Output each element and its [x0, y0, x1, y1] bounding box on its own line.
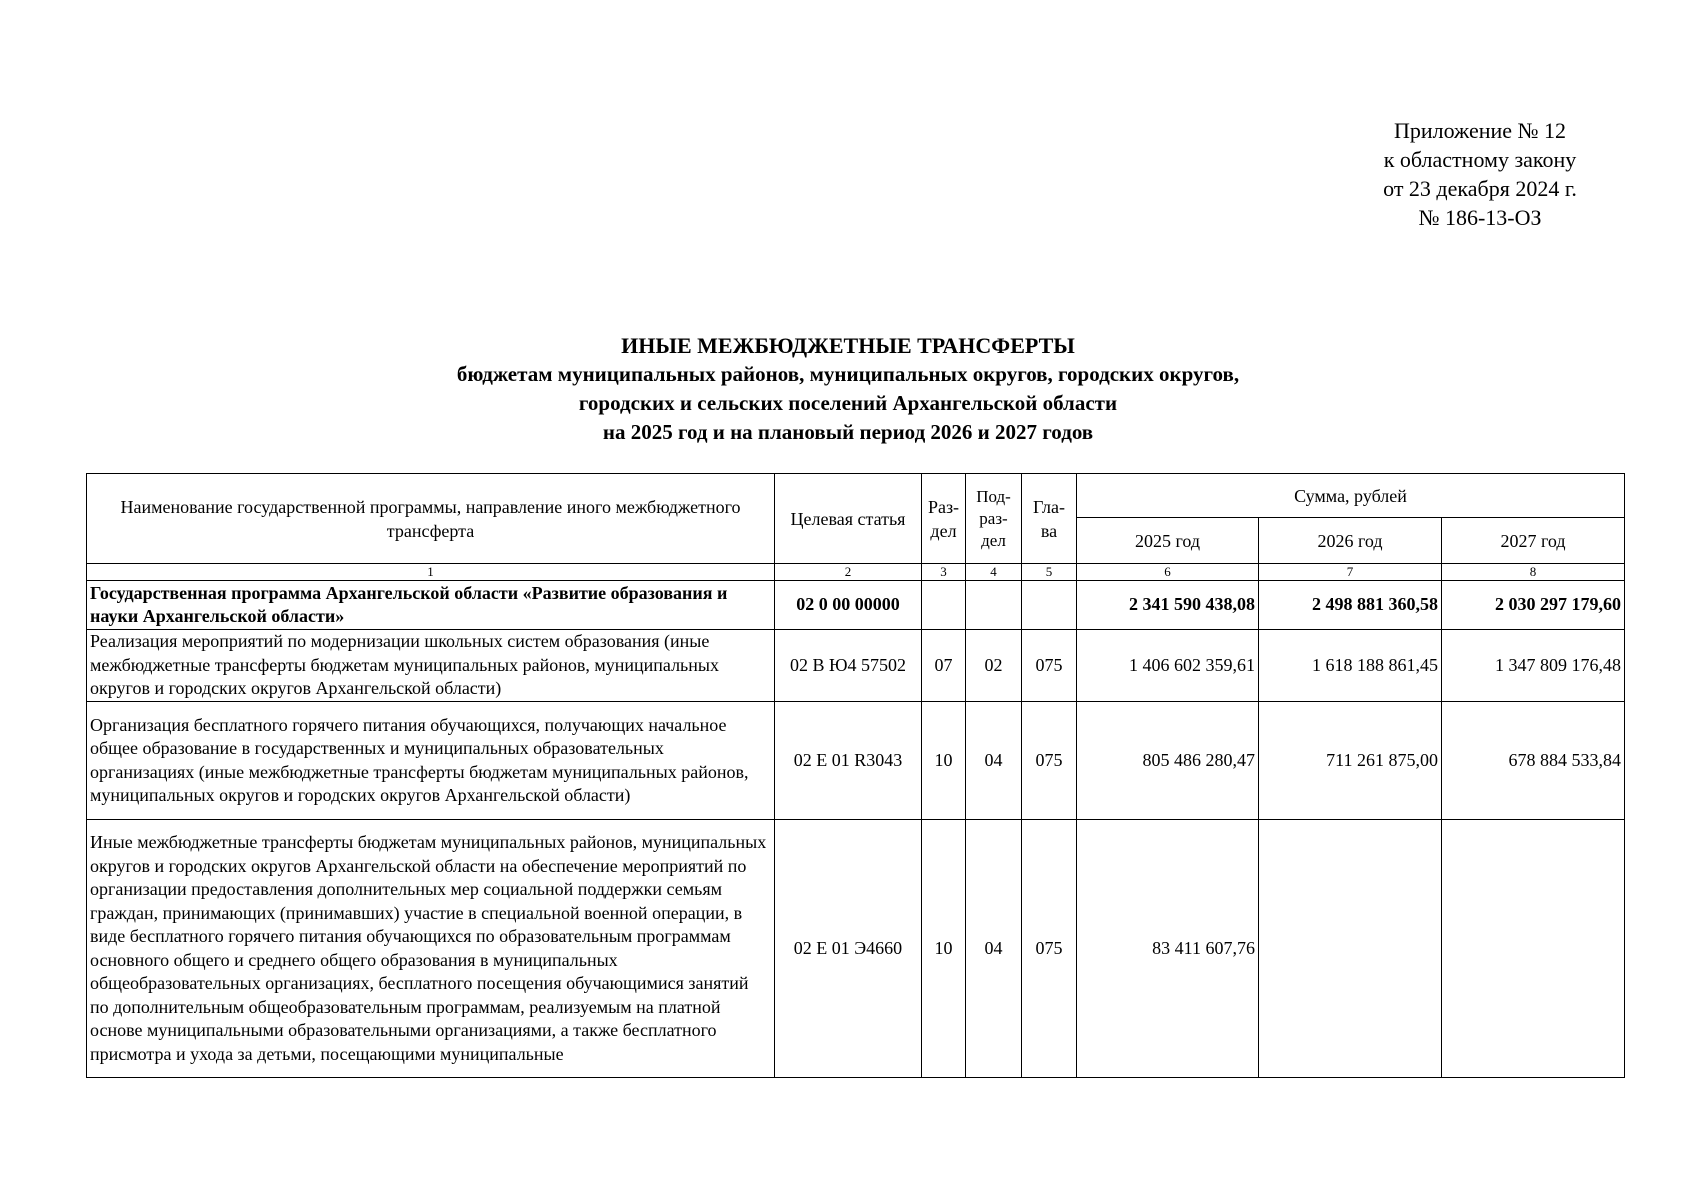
row-amount-2025: 805 486 280,47: [1077, 702, 1259, 820]
row-section: 10: [922, 702, 966, 820]
row-amount-2027: 2 030 297 179,60: [1442, 581, 1625, 630]
title-subtitle-2: городских и сельских поселений Архангельской области: [578, 391, 1118, 415]
row-target: 02 В Ю4 57502: [775, 630, 922, 702]
column-number: 8: [1442, 564, 1625, 581]
header-2027: 2027 год: [1442, 518, 1625, 564]
column-number: 4: [966, 564, 1022, 581]
row-amount-2027: 678 884 533,84: [1442, 702, 1625, 820]
appendix-law-number: № 186-13-ОЗ: [1418, 205, 1542, 230]
row-section: [922, 581, 966, 630]
header-name: Наименование государственной программы, направление иного межбюджетного трансферта: [87, 474, 775, 564]
row-amount-2025: 83 411 607,76: [1077, 820, 1259, 1078]
column-number: 3: [922, 564, 966, 581]
row-amount-2027: [1442, 820, 1625, 1078]
appendix-date: от 23 декабря 2024 г.: [1383, 176, 1577, 201]
row-chapter: 075: [1022, 820, 1077, 1078]
row-subsection: [966, 581, 1022, 630]
column-number: 6: [1077, 564, 1259, 581]
row-name: Государственная программа Архангельской области «Развитие образования и науки Архангельской области»: [87, 581, 775, 630]
title-subtitle-3: на 2025 год и на плановый период 2026 и 2027 годов: [602, 420, 1094, 444]
title-main: ИНЫЕ МЕЖБЮДЖЕТНЫЕ ТРАНСФЕРТЫ: [621, 333, 1075, 358]
transfers-table: [86, 473, 1625, 1078]
table-row: [87, 702, 1625, 820]
row-name: Иные межбюджетные трансферты бюджетам муниципальных районов, муниципальных округов и городских округов Архангельской области на обеспечение мероприятий по организации предоставления дополнительных мер социальной поддержки семьям граждан, принимающих (принимавших) участие в специальной военной операции, в виде бесплатного горячего питания обучающихся по образовательным программам основного общего и среднего общего образования в муниципальных общеобразовательных организациях, бесплатного посещения обучающимися занятий по дополнительным общеобразовательным программам, реализуемым на платной основе муниципальными образовательными организациями, а также бесплатного присмотра и ухода за детьми, посещающими муниципальные: [87, 820, 775, 1078]
row-target: 02 Е 01 R3043: [775, 702, 922, 820]
row-amount-2025: 2 341 590 438,08: [1077, 581, 1259, 630]
row-section: 10: [922, 820, 966, 1078]
row-amount-2026: 2 498 881 360,58: [1259, 581, 1442, 630]
appendix-reference: [1330, 116, 1630, 232]
column-number-row: [87, 564, 1625, 581]
row-amount-2025: 1 406 602 359,61: [1077, 630, 1259, 702]
row-name: Реализация мероприятий по модернизации школьных систем образования (иные межбюджетные трансферты бюджетам муниципальных районов, муниципальных округов и городских округов Архангельской области): [87, 630, 775, 702]
row-amount-2026: 1 618 188 861,45: [1259, 630, 1442, 702]
header-target: Целевая статья: [775, 474, 922, 564]
header-chapter: Гла-ва: [1022, 474, 1077, 564]
column-number: 2: [775, 564, 922, 581]
row-chapter: [1022, 581, 1077, 630]
row-chapter: 075: [1022, 702, 1077, 820]
row-subsection: 04: [966, 820, 1022, 1078]
row-chapter: 075: [1022, 630, 1077, 702]
row-amount-2027: 1 347 809 176,48: [1442, 630, 1625, 702]
table-row: [87, 581, 1625, 630]
header-subsection: Под-раз-дел: [966, 474, 1022, 564]
header-row: [87, 474, 1625, 518]
row-subsection: 04: [966, 702, 1022, 820]
appendix-law: к областному закону: [1383, 147, 1577, 172]
title-subtitle-1: бюджетам муниципальных районов, муниципальных округов, городских округов,: [456, 362, 1240, 386]
column-number: 5: [1022, 564, 1077, 581]
appendix-number: Приложение № 12: [1393, 118, 1567, 143]
row-target: 02 Е 01 Э4660: [775, 820, 922, 1078]
column-number: 1: [87, 564, 775, 581]
header-section: Раз-дел: [922, 474, 966, 564]
row-name: Организация бесплатного горячего питания обучающихся, получающих начальное общее образование в государственных и муниципальных образовательных организациях (иные межбюджетные трансферты бюджетам муниципальных районов, муниципальных округов и городских округов Архангельской области): [87, 702, 775, 820]
header-2025: 2025 год: [1077, 518, 1259, 564]
row-section: 07: [922, 630, 966, 702]
header-2026: 2026 год: [1259, 518, 1442, 564]
header-sum: Сумма, рублей: [1077, 474, 1625, 518]
document-title: [80, 331, 1616, 447]
table-row: [87, 630, 1625, 702]
row-amount-2026: [1259, 820, 1442, 1078]
row-amount-2026: 711 261 875,00: [1259, 702, 1442, 820]
column-number: 7: [1259, 564, 1442, 581]
row-target: 02 0 00 00000: [775, 581, 922, 630]
row-subsection: 02: [966, 630, 1022, 702]
table-row: [87, 820, 1625, 1078]
